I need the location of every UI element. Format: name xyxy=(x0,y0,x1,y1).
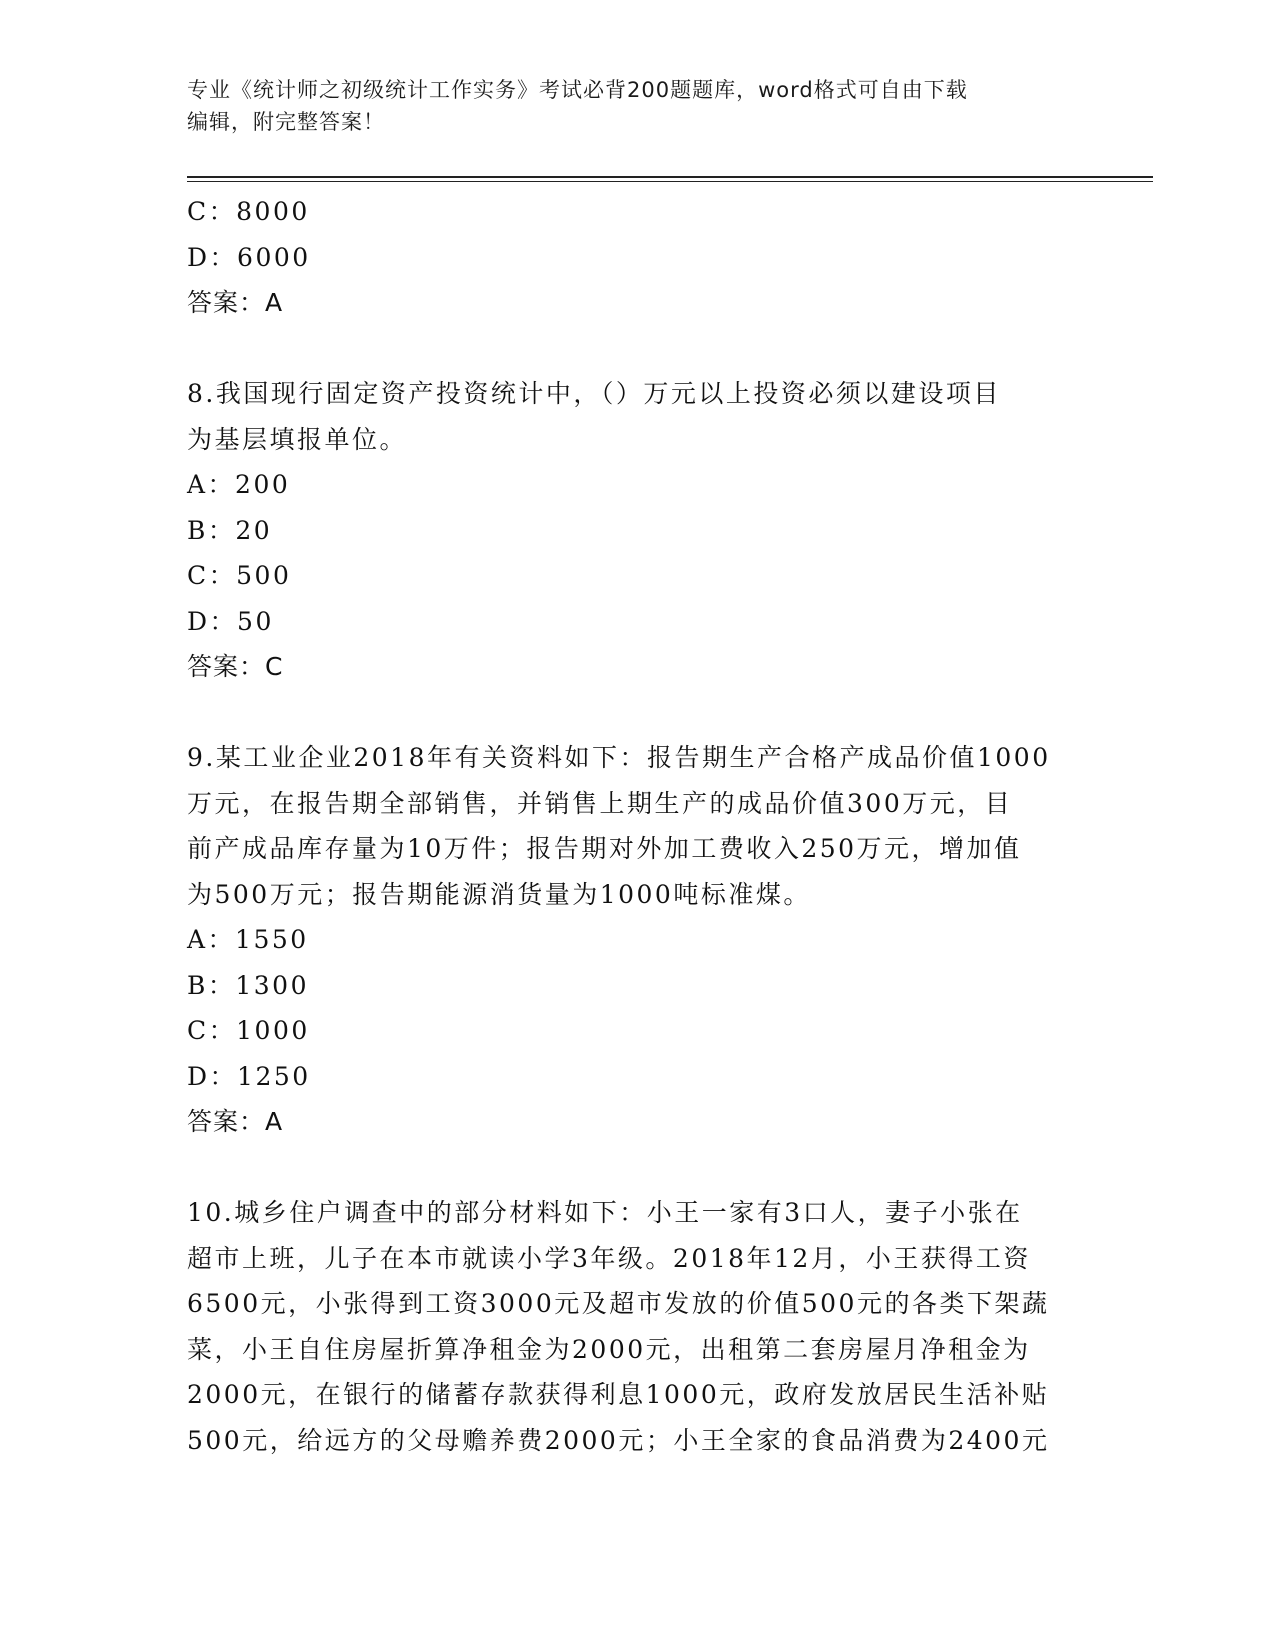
question-8 xyxy=(187,371,1087,690)
option-d: D：50 xyxy=(187,606,274,636)
answer: 答案：A xyxy=(187,288,284,317)
option-d: D：6000 xyxy=(187,242,311,272)
question-stem: 前产成品库存量为10万件；报告期对外加工费收入250万元，增加值 xyxy=(187,834,1022,863)
option-d: D：1250 xyxy=(187,1061,311,1091)
question-7-tail xyxy=(187,189,1087,326)
spacer xyxy=(187,1145,1087,1191)
question-content xyxy=(187,189,1087,1463)
question-10 xyxy=(187,1190,1087,1463)
option-b: B：20 xyxy=(187,515,273,545)
option-b: B：1300 xyxy=(187,970,309,1000)
question-stem: 万元，在报告期全部销售，并销售上期生产的成品价值300万元，目 xyxy=(187,788,1013,818)
question-stem: 超市上班，儿子在本市就读小学3年级。2018年12月，小王获得工资 xyxy=(187,1243,1031,1273)
question-stem: 2000元，在银行的储蓄存款获得利息1000元，政府发放居民生活补贴 xyxy=(187,1380,1050,1409)
question-stem: 8.我国现行固定资产投资统计中，（）万元以上投资必须以建设项目 xyxy=(187,379,1001,408)
question-stem: 9.某工业企业2018年有关资料如下：报告期生产合格产成品价值1000 xyxy=(187,743,1051,772)
spacer xyxy=(187,326,1087,372)
question-stem: 6500元，小张得到工资3000元及超市发放的价值500元的各类下架蔬 xyxy=(187,1289,1050,1318)
header-divider-thin xyxy=(187,181,1153,182)
question-stem: 菜，小王自住房屋折算净租金为2000元，出租第二套房屋月净租金为 xyxy=(187,1334,1031,1364)
header-divider-thick xyxy=(187,176,1153,178)
question-stem: 10.城乡住户调查中的部分材料如下：小王一家有3口人，妻子小张在 xyxy=(187,1198,1023,1227)
answer: 答案：C xyxy=(187,652,284,681)
header-line-2: 编辑，附完整答案！ xyxy=(187,110,385,134)
question-stem: 为基层填报单位。 xyxy=(187,424,408,454)
option-c: C：1000 xyxy=(187,1016,310,1045)
option-a: A：200 xyxy=(187,470,291,499)
question-stem: 为500万元；报告期能源消货量为1000吨标准煤。 xyxy=(187,879,811,909)
option-c: C：500 xyxy=(187,561,292,590)
question-stem: 500元，给远方的父母赡养费2000元；小王全家的食品消费为2400元 xyxy=(187,1425,1050,1455)
answer: 答案：A xyxy=(187,1107,284,1136)
header-line-1: 专业《统计师之初级统计工作实务》考试必背200题题库，word格式可自由下载 xyxy=(187,78,968,102)
question-9 xyxy=(187,735,1087,1145)
spacer xyxy=(187,690,1087,736)
option-a: A：1550 xyxy=(187,925,309,954)
option-c: C：8000 xyxy=(187,197,310,226)
document-header xyxy=(187,74,1087,138)
